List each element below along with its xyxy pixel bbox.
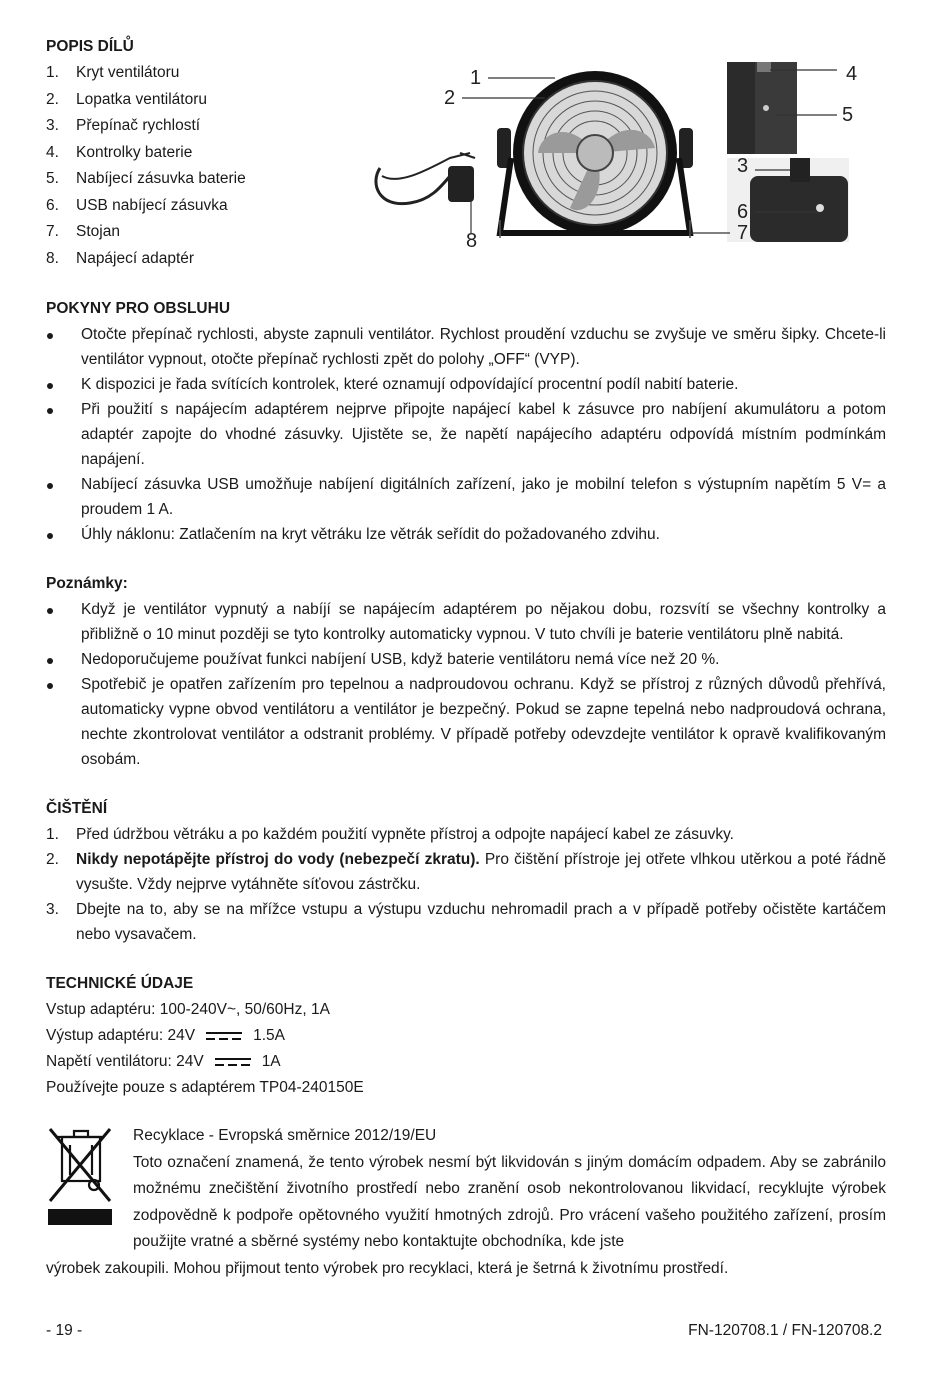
part-label: USB nabíjecí zásuvka <box>76 196 228 214</box>
callout-6: 6 <box>737 201 749 223</box>
part-label: Kryt ventilátoru <box>76 64 180 81</box>
bullet-dot-icon <box>46 672 81 772</box>
spec-output-label: Výstup adaptéru: 24V <box>46 1027 196 1044</box>
bullet-item <box>46 672 886 772</box>
spec-input: Vstup adaptéru: 100-240V~, 50/60Hz, 1A <box>46 1001 330 1018</box>
spec-adapter: Používejte pouze s adaptérem TP04-240150E <box>46 1079 364 1096</box>
bullet-text: K dispozici je řada svítících kontrolek, které oznamují odpovídající procentní podíl nabití baterie. <box>81 376 739 393</box>
part-number: 7. <box>46 223 59 240</box>
bullet-dot-icon <box>46 597 81 647</box>
bullet-item <box>46 647 886 672</box>
callout-2: 2 <box>444 87 456 109</box>
page-footer <box>46 1320 882 1342</box>
recycling-last-line: výrobek zakoupili. Mohou přijmout tento výrobek pro recyklaci, která je šetrná k životnímu prostředí. <box>46 1259 729 1277</box>
notes-heading: Poznámky: <box>46 575 128 592</box>
bullet-text: Nedoporučujeme používat funkci nabíjení USB, když baterie ventilátoru nemá více než 20 %. <box>81 651 720 668</box>
part-label: Kontrolky baterie <box>76 143 193 161</box>
cleaning-body: Před údržbou větráku a po každém použití vypněte přístroj a odpojte napájecí kabel ze zásuvky. <box>76 826 734 843</box>
cleaning-text <box>76 847 886 897</box>
cleaning-number: 3. <box>46 901 59 918</box>
weee-bin-icon <box>46 1125 114 1233</box>
callout-7: 7 <box>737 222 749 244</box>
bullet-text: Nabíjecí zásuvka USB umožňuje nabíjení digitálních zařízení, jako je mobilní telefon s výstupním napětím 5 V= a proudem 1 A. <box>81 476 886 518</box>
cleaning-list <box>46 822 886 947</box>
dc-symbol-icon <box>204 1030 244 1042</box>
bullet-item <box>46 597 886 647</box>
part-label: Nabíjecí zásuvka baterie <box>76 170 246 187</box>
notes-list <box>46 597 886 772</box>
fan-illustration <box>370 58 880 258</box>
cleaning-body: Pro čištění přístroje jej otřete vlhkou utěrkou a poté řádně vysušte. Vždy nejprve vytáhněte síťovou zástrčku. <box>76 851 886 893</box>
cleaning-item <box>46 847 886 897</box>
fan-body-illustration <box>497 71 693 238</box>
callout-8: 8 <box>466 230 478 252</box>
part-number: 4. <box>46 143 59 161</box>
cleaning-text <box>76 822 886 847</box>
recycling-section <box>46 1123 886 1282</box>
callout-3: 3 <box>737 155 749 177</box>
page-number: - 19 - <box>46 1322 83 1339</box>
cleaning-warning: Nikdy nepotápějte přístroj do vody (nebezpečí zkratu). <box>76 851 480 868</box>
callout-1: 1 <box>470 67 482 89</box>
part-number: 6. <box>46 196 59 214</box>
dc-symbol-icon <box>213 1056 253 1068</box>
bullet-text: Úhly náklonu: Zatlačením na kryt větráku lze větrák seřídit do požadovaného zdvihu. <box>81 526 660 543</box>
bullet-dot-icon <box>46 397 81 472</box>
part-label: Přepínač rychlostí <box>76 117 201 134</box>
bullet-text: Spotřebič je opatřen zařízením pro tepelnou a nadproudovou ochranu. Když se přístroj z různých důvodů přehřívá, automaticky vypne obvod ventilátoru a ventilátor je bezpečný. Pokud se zapne tepelná nebo nadproudová ochrana, nechte zkontrolovat ventilátor a odstranit problémy. V případě potřeby odevzdejte ventilátor k opravě kvalifikovaným osobám. <box>81 676 886 768</box>
bullet-dot-icon <box>46 372 81 397</box>
spec-fan-label: Napětí ventilátoru: 24V <box>46 1053 204 1070</box>
cleaning-text <box>76 897 886 947</box>
callout-4: 4 <box>846 63 858 85</box>
bullet-item <box>46 522 886 547</box>
bullet-item <box>46 372 886 397</box>
bullet-dot-icon <box>46 522 81 547</box>
parts-heading: POPIS DÍLŮ <box>46 38 134 55</box>
recycling-text: Toto označení znamená, že tento výrobek nesmí být likvidován s jiným domácím odpadem. Aby se zabránilo možnému znečištění životního prostředí nebo zranění osob nekontrolovanou likvidací, recyklujte výrobek zodpovědně k podpoře opětovného využití hmotných zdrojů. Pro vrácení vašeho použitého zařízení, prosím použijte vratné a sběrné systémy nebo kontaktujte obchodníka, kde jste <box>133 1153 886 1250</box>
recycling-title: Recyklace - Evropská směrnice 2012/19/EU <box>133 1127 437 1144</box>
bullet-item <box>46 322 886 372</box>
part-number: 8. <box>46 249 59 267</box>
part-number: 2. <box>46 90 59 108</box>
cleaning-number: 1. <box>46 826 59 843</box>
spec-output-current: 1.5A <box>253 1027 285 1044</box>
specs-heading: TECHNICKÉ ÚDAJE <box>46 975 194 992</box>
bullet-text: Otočte přepínač rychlosti, abyste zapnuli ventilátor. Rychlost proudění vzduchu se zvyšuje ve směru šipky. Chcete-li ventilátor vypnout, otočte přepínač rychlosti zpět do polohy „OFF“ (VYP). <box>81 326 886 368</box>
bullet-item <box>46 472 886 522</box>
spec-fan-current: 1A <box>261 1053 281 1070</box>
part-label: Napájecí adaptér <box>76 249 195 267</box>
bullet-item <box>46 397 886 472</box>
part-label: Stojan <box>76 223 120 240</box>
callout-5: 5 <box>842 104 854 126</box>
operation-list <box>46 322 886 547</box>
power-adapter-illustration <box>376 153 475 204</box>
cleaning-heading: ČIŠTĚNÍ <box>46 800 108 817</box>
bullet-dot-icon <box>46 647 81 672</box>
spec-output <box>46 1023 886 1049</box>
operation-heading: POKYNY PRO OBSLUHU <box>46 300 231 317</box>
cleaning-number: 2. <box>46 851 59 868</box>
bullet-dot-icon <box>46 322 81 372</box>
spec-fan <box>46 1049 886 1075</box>
cleaning-item <box>46 897 886 947</box>
model-number: FN-120708.1 / FN-120708.2 <box>688 1322 882 1339</box>
part-number: 1. <box>46 64 59 81</box>
part-number: 3. <box>46 117 59 134</box>
bullet-text: Při použití s napájecím adaptérem nejprve připojte napájecí kabel k zásuvce pro nabíjení akumulátoru a potom adaptér zapojte do vhodné zásuvky. Ujistěte se, že napětí napájecího adaptéru odpovídá místním podmínkám napájení. <box>81 401 886 468</box>
cleaning-body: Dbejte na to, aby se na mřížce vstupu a výstupu vzduchu nehromadil prach a v případě potřeby očistěte kartáčem nebo vysavačem. <box>76 901 886 943</box>
part-label: Lopatka ventilátoru <box>76 90 207 108</box>
bullet-text: Když je ventilátor vypnutý a nabíjí se napájecím adaptérem po nějakou dobu, rozsvítí se všechny kontrolky a přibližně o 10 minut později se tyto kontrolky automaticky vypnou. V tuto chvíli je baterie ventilátoru plně nabitá. <box>81 601 886 643</box>
bullet-dot-icon <box>46 472 81 522</box>
part-number: 5. <box>46 170 59 187</box>
cleaning-item <box>46 822 886 847</box>
